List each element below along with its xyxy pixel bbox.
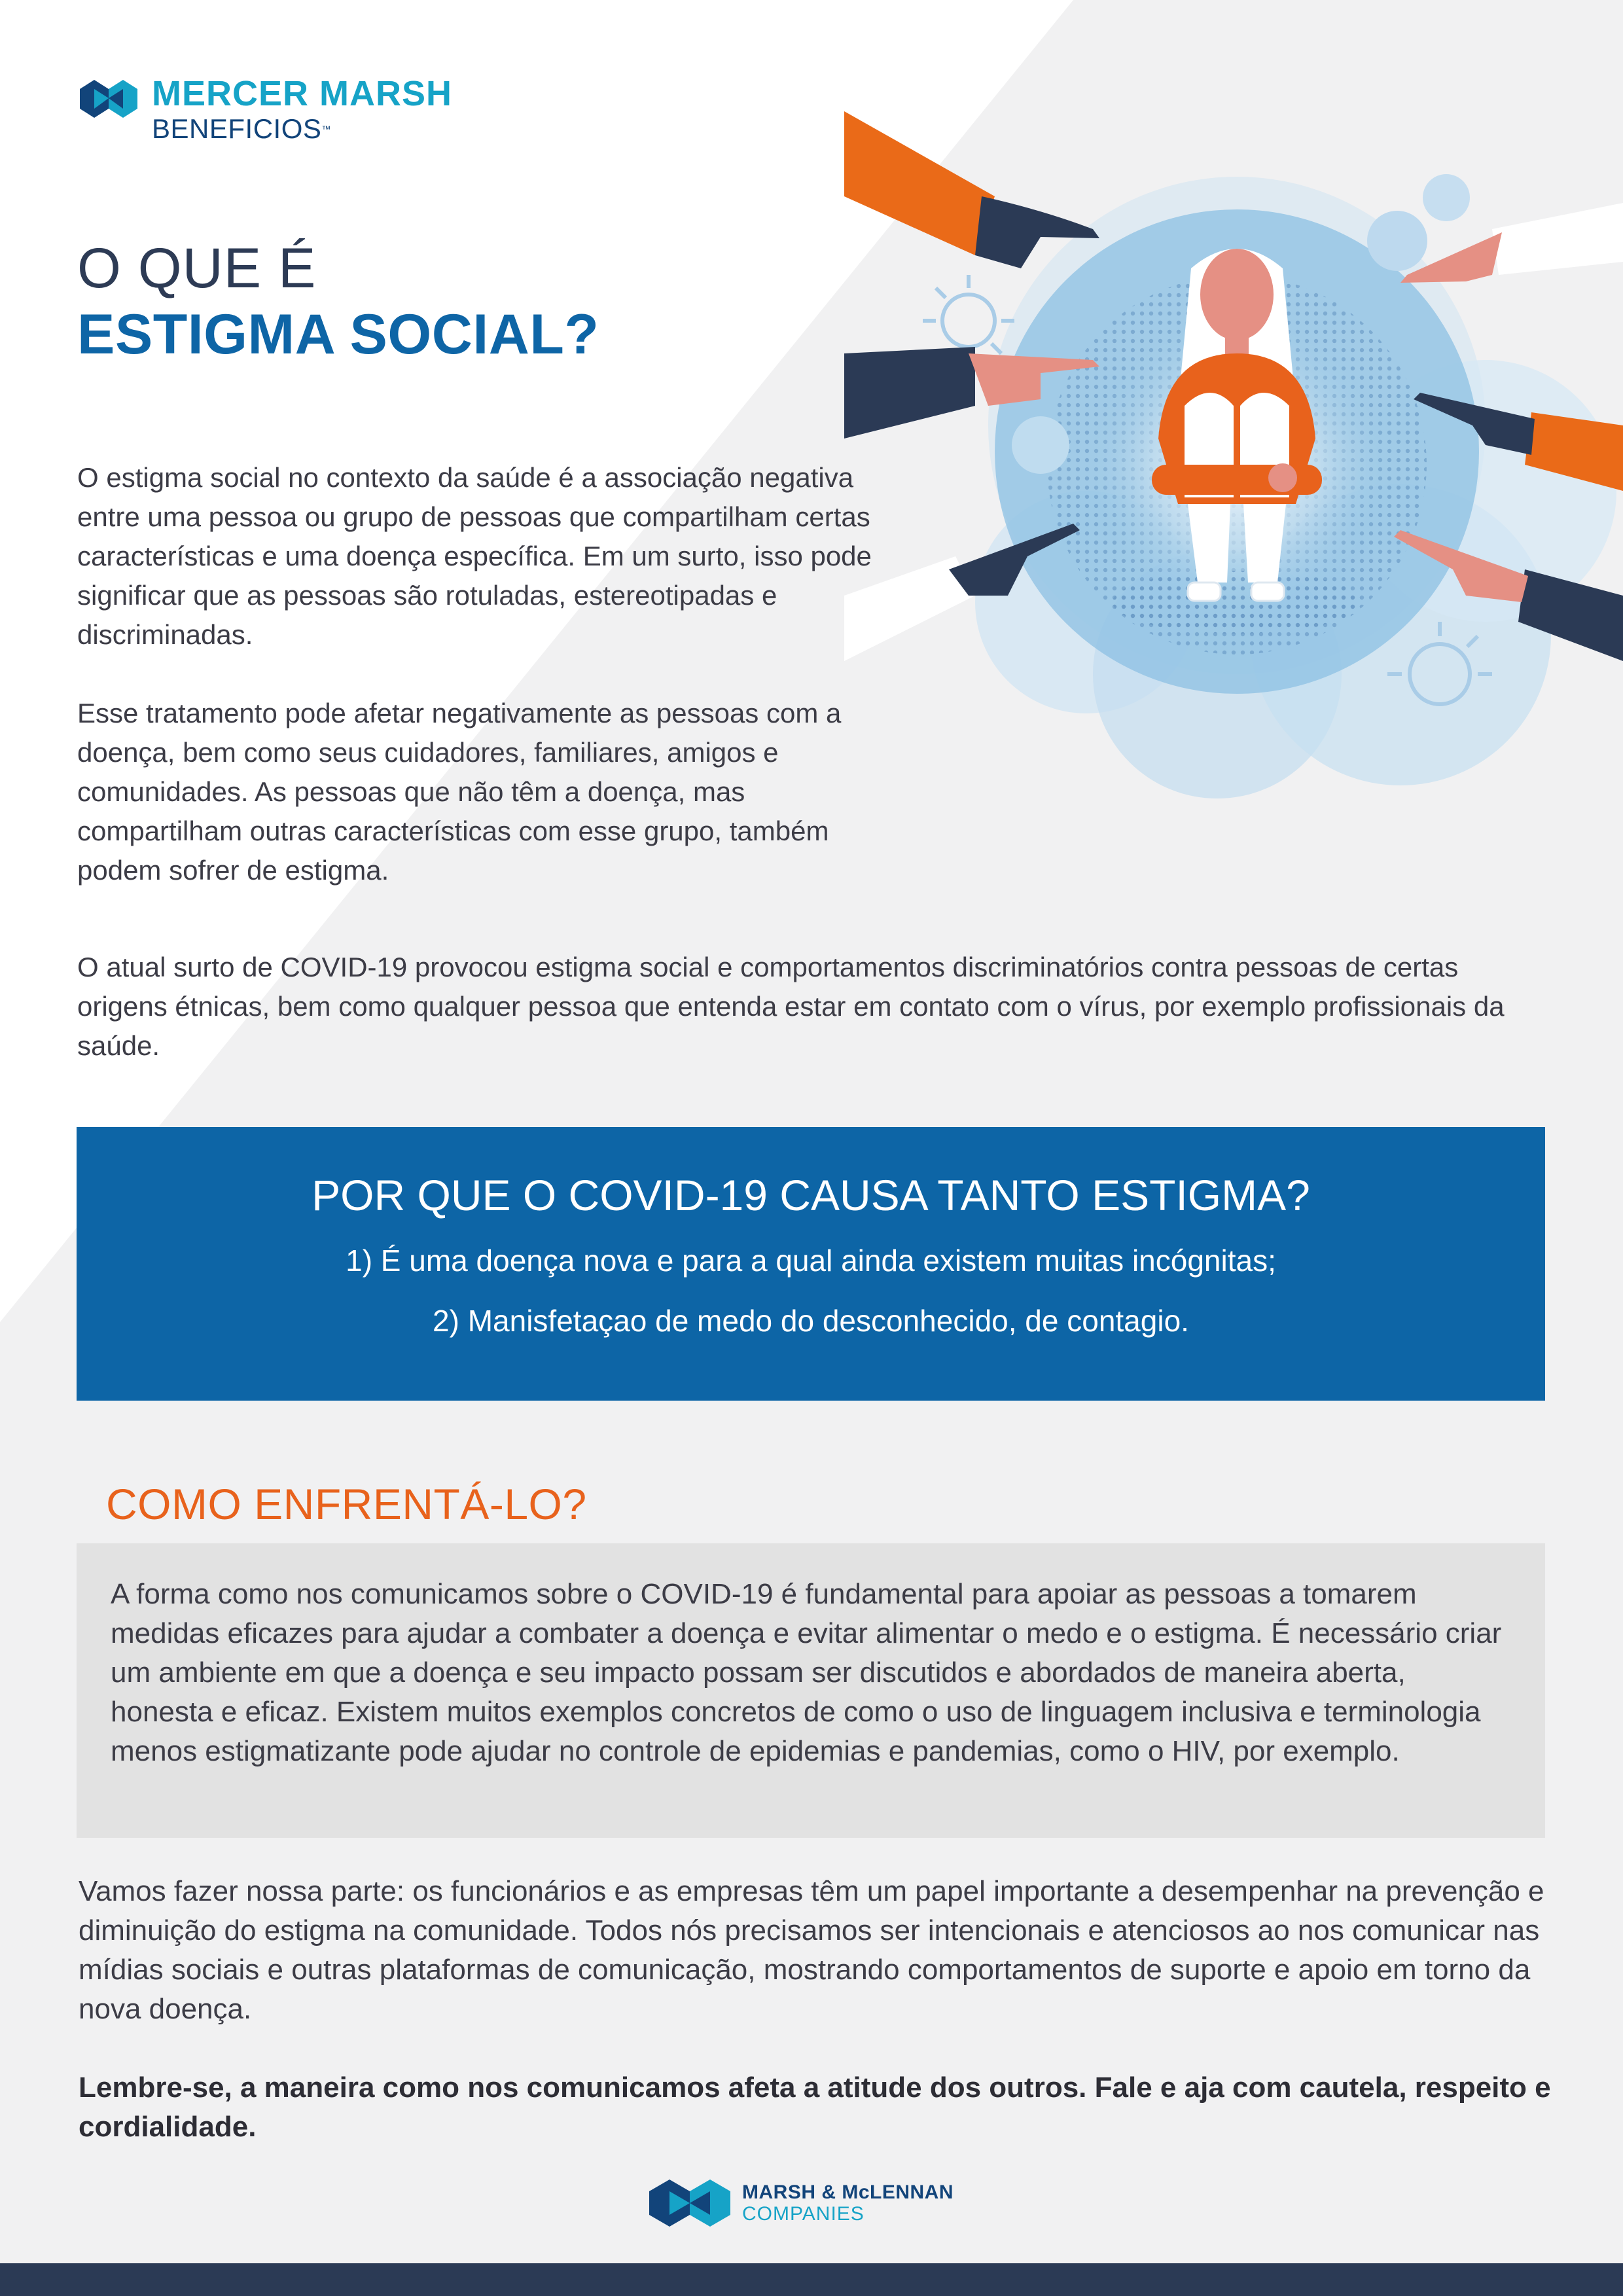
mercer-marsh-logo	[80, 73, 452, 144]
marsh-mclennan-logo	[649, 2179, 954, 2227]
intro-paragraph-3: O atual surto de COVID-19 provocou estigma social e comportamentos discriminatórios contra pessoas de certas origens étnicas, bem como qualquer pessoa que entenda estar em contato com o vírus, por exemplo profissionais da saúde.	[77, 952, 1505, 1061]
how-heading: COMO ENFRENTÁ-LO?	[106, 1480, 587, 1528]
brand-subtitle: BENEFICIOS™	[152, 113, 331, 144]
intro-paragraph-1: O estigma social no contexto da saúde é a associação negativa entre uma pessoa ou grupo de pessoas que compartilham certas características e uma doença específica. Em um surto, isso pode significar que as pessoas são rotuladas, estereotipadas e discriminadas.	[77, 462, 872, 650]
footer-logo-mark-icon	[649, 2179, 730, 2227]
title-line-2: ESTIGMA SOCIAL?	[77, 303, 599, 366]
why-stigma-box	[77, 1127, 1545, 1401]
footer-brand-name: MARSH & McLENNAN	[742, 2181, 954, 2203]
title-line-1: O QUE É	[77, 237, 317, 300]
intro-paragraph-2: Esse tratamento pode afetar negativamente as pessoas com a doença, bem como seus cuidadores, familiares, amigos e comunidades. As pessoas que não têm a doença, mas compartilham outras características com esse grupo, também podem sofrer de estigma.	[77, 698, 842, 886]
brand-name: MERCER MARSH	[152, 74, 453, 113]
why-title: POR QUE O COVID-19 CAUSA TANTO ESTIGMA?	[312, 1171, 1310, 1219]
footer-brand-subtitle: COMPANIES	[742, 2203, 865, 2225]
virus-icon	[1423, 174, 1470, 221]
closing-bold-section	[79, 2068, 1551, 2147]
logo-mark-icon	[80, 80, 137, 118]
why-item-1: 1) É uma doença nova e para a qual ainda existem muitas incógnitas;	[346, 1244, 1276, 1278]
page-title	[77, 236, 599, 368]
how-body: A forma como nos comunicamos sobre o COVID-19 é fundamental para apoiar as pessoas a tomarem medidas eficazes para ajudar a combater a doença e evitar alimentar o medo e o estigma. É necessário criar um ambiente em que a doença e seu impacto possam ser discutidos e abordados de maneira aberta, honesta e eficaz. Existem muitos exemplos concretos de como o uso de linguagem inclusiva e terminologia menos estigmatizante pode ajudar no controle de epidemias e pandemias, como o HIV, por exemplo.	[111, 1578, 1502, 1767]
stigma-illustration	[844, 98, 1623, 798]
bubble-small	[1367, 211, 1427, 271]
bubble-small	[1012, 416, 1069, 474]
trademark-symbol: ™	[321, 124, 331, 134]
why-item-2: 2) Manisfetaçao de medo do desconhecido, de contagio.	[433, 1304, 1189, 1338]
bottom-bar	[0, 2263, 1623, 2296]
closing-bold-paragraph: Lembre-se, a maneira como nos comunicamos afeta a atitude dos outros. Fale e aja com cautela, respeito e cordialidade.	[79, 2072, 1551, 2143]
how-box	[77, 1543, 1545, 1838]
floor-shadow	[1113, 571, 1361, 634]
closing-section	[79, 1872, 1551, 2029]
pointing-hand-top-left	[844, 111, 1099, 268]
closing-paragraph: Vamos fazer nossa parte: os funcionários e as empresas têm um papel importante a desempenhar na prevenção e diminuição do estigma na comunidade. Todos nós precisamos ser intencionais e atenciosos ao nos comunicar nas mídias sociais e outras plataformas de comunicação, mostrando comportamentos de suporte e apoio em torno da nova doença.	[79, 1875, 1544, 2025]
